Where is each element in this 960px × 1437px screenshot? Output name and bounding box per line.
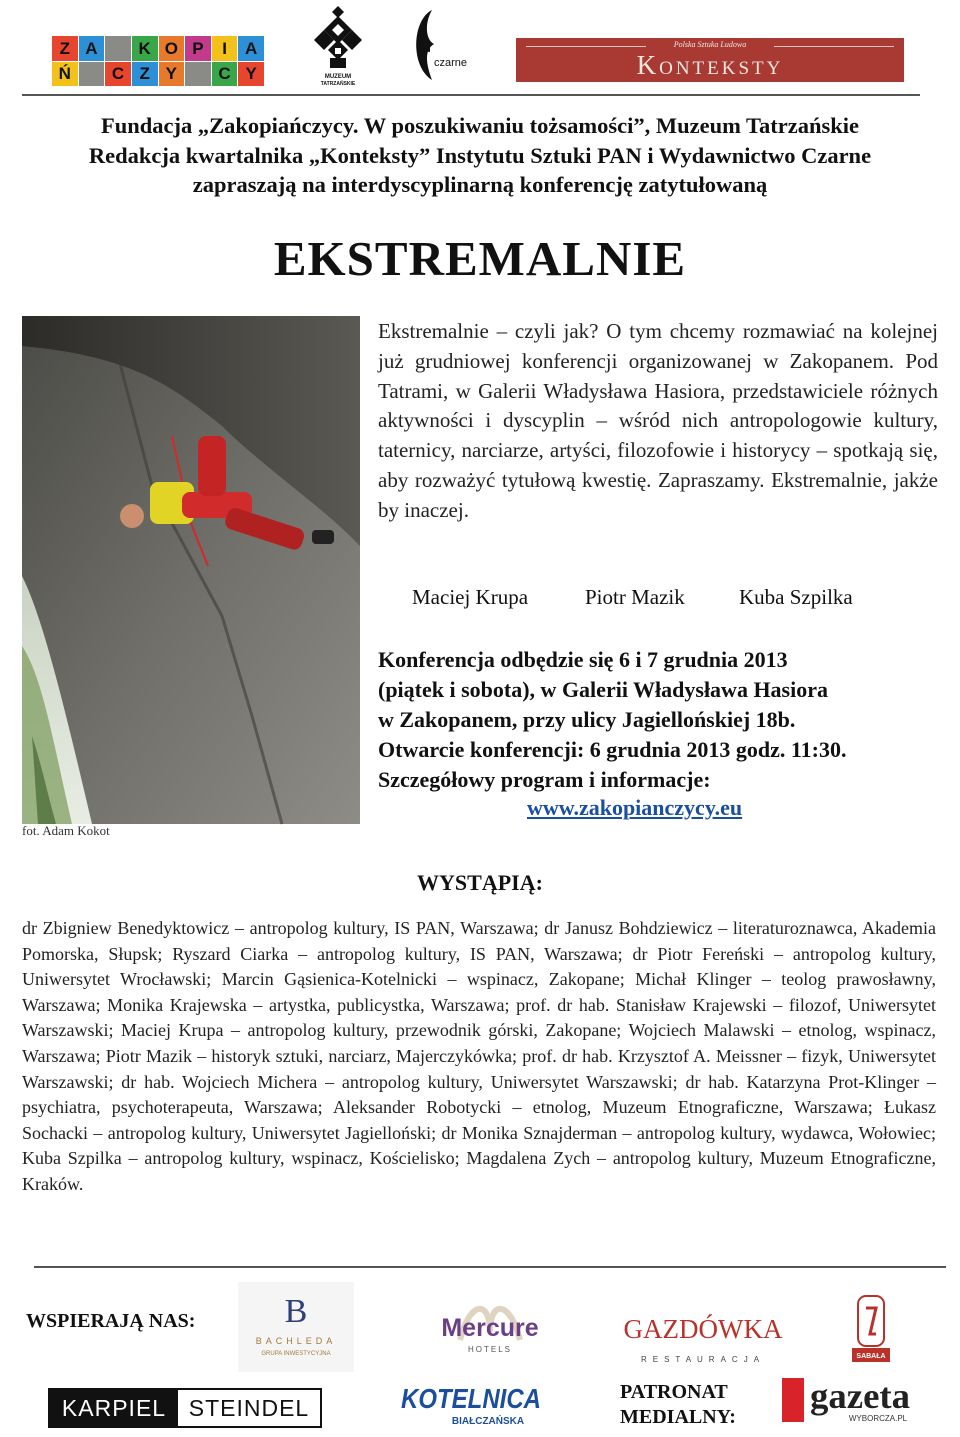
- conference-line: (piątek i sobota), w Galerii Władysława Hasiora: [378, 677, 828, 702]
- logo-letter: Ń: [52, 62, 78, 87]
- kotelnica-name: KOTELNICA: [401, 1383, 541, 1414]
- gazeta-name: gazeta: [810, 1376, 910, 1416]
- patronat-line: PATRONAT: [620, 1381, 728, 1403]
- gazdowka-logo: [620, 1290, 786, 1370]
- header-divider: [22, 94, 920, 96]
- logo-letter: Y: [238, 62, 264, 87]
- logo-photo-tile: [105, 36, 131, 61]
- kotelnica-sub: BIAŁCZAŃSKA: [451, 1416, 525, 1427]
- photo-credit: fot. Adam Kokot: [22, 823, 110, 838]
- logo-letter: A: [238, 36, 264, 61]
- conference-line: w Zakopanem, przy ulicy Jagiellońskiej 18b.: [378, 707, 796, 732]
- logo-letter: I: [212, 36, 238, 61]
- logo-photo-tile: [185, 62, 211, 87]
- logo-letter: A: [79, 36, 105, 61]
- bachleda-sub: GRUPA INWESTYCYJNA: [261, 1351, 331, 1357]
- intro-line: Fundacja „Zakopiańczycy. W poszukiwaniu tożsamości”, Muzeum Tatrzańskie: [100, 113, 859, 138]
- conference-line: Szczegółowy program i informacje:: [378, 767, 711, 792]
- intro-line: zapraszają na interdyscyplinarną konferencję zatytułowaną: [192, 172, 768, 197]
- bachleda-logo: [238, 1282, 354, 1372]
- gazeta-wyborcza-logo: [782, 1374, 912, 1426]
- organizer-name: Maciej Krupa: [412, 585, 529, 609]
- logo-letter: C: [105, 62, 131, 87]
- zakopianczycy-logo: [52, 36, 264, 86]
- logo-letter: Y: [159, 62, 185, 87]
- czarne-logo: [404, 6, 476, 84]
- mercure-sub: HOTELS: [467, 1345, 513, 1354]
- kotelnica-logo: [398, 1378, 544, 1428]
- conference-details: [378, 645, 958, 795]
- mercure-logo: [420, 1292, 560, 1362]
- patronat-line: MEDIALNY:: [620, 1406, 736, 1428]
- supporters-label: WSPIERAJĄ NAS:: [26, 1310, 196, 1332]
- muzeum-tatrzanskie-logo: [300, 4, 376, 88]
- media-patronage-label: [620, 1380, 736, 1430]
- czarne-logo-text: czarne: [434, 57, 468, 69]
- steindel-text: STEINDEL: [188, 1394, 310, 1421]
- speakers-list: dr Zbigniew Benedyktowicz – antropolog kultury, IS PAN, Warszawa; dr Janusz Bohdziewicz – literaturoznawca, Akademia Pomorska, Słupsk; Ryszard Ciarka – antropolog kultury, IS PAN, Warszawa; dr Piotr Fereński – antropolog kultury, Uniwersytet Wrocławski; Marcin Gąsienica-Kotelnicki – wspinacz, Zakopane; Michał Klinger – teolog prawosławny, Warszawa; Monika Krajewska – artystka, publicystka, Warszawa; prof. dr hab. Stanisław Krajewski – filozof, Uniwersytet Warszawski; Maciej Krupa – antropolog kultury, przewodnik górski, Zakopane; Wojciech Malawski – etnolog, wspinacz, Warszawa; Piotr Mazik – historyk sztuki, narciarz, Majerczykówka; prof. dr hab. Krzysztof A. Meissner – fizyk, Uniwersytet Warszawski; dr hab. Wojciech Michera – antropolog kultury, Uniwersytet Warszawski; dr hab. Katarzyna Prot-Klinger – psychiatra, psychoterapeuta, Warszawa; Aleksander Robotycki – etnolog, Muzeum Etnograficzne, Warszawa; Łukasz Sochacki – antropolog kultury, Uniwersytet Jagielloński; dr Monika Sznajderman – antropolog kultury, wydawca, Wołowiec; Kuba Szpilka – antropolog kultury, wspinacz, Kościelisko; Magdalena Zych – antropolog kultury, Muzeum Etnograficzne, Kraków.: [22, 918, 936, 1194]
- organizer-name: Piotr Mazik: [585, 585, 685, 609]
- svg-text:TATRZAŃSKIE: TATRZAŃSKIE: [320, 81, 356, 87]
- intro-text: [22, 111, 938, 200]
- sabala-name: SABAŁA: [856, 1353, 886, 1360]
- logo-letter: P: [185, 36, 211, 61]
- logo-photo-tile: [79, 62, 105, 87]
- karpiel-steindel-logo: [48, 1388, 322, 1428]
- footer-divider: [34, 1266, 946, 1268]
- conference-line: Otwarcie konferencji: 6 grudnia 2013 godz. 11:30.: [378, 737, 847, 762]
- konteksty-subtitle: Polska Sztuka Ludowa: [673, 40, 747, 49]
- gazdowka-sub: RESTAURACJA: [640, 1355, 766, 1364]
- bachleda-mark: B: [284, 1293, 308, 1330]
- logo-letter: Z: [52, 36, 78, 61]
- karpiel-text: KARPIEL: [50, 1390, 178, 1426]
- logo-letter: O: [159, 36, 185, 61]
- divider: [526, 46, 646, 47]
- logo-letter: C: [212, 62, 238, 87]
- conference-line: Konferencja odbędzie się 6 i 7 grudnia 2013: [378, 647, 788, 672]
- page-title: EKSTREMALNIE: [273, 231, 687, 286]
- organizer-name: Kuba Szpilka: [739, 585, 853, 609]
- gazeta-sub: WYBORCZA.PL: [848, 1414, 908, 1423]
- sabala-logo: [846, 1290, 896, 1368]
- mercure-name: Mercure: [441, 1314, 539, 1342]
- intro-line: Redakcja kwartalnika „Konteksty” Instytutu Sztuki PAN i Wydawnictwo Czarne: [88, 142, 872, 168]
- muzeum-logo-text: MUZEUM: [324, 74, 352, 80]
- konteksty-title: Konteksty: [636, 50, 784, 80]
- konteksty-logo: [516, 38, 904, 82]
- climber-photo: [22, 316, 360, 824]
- logo-letter: Z: [132, 62, 158, 87]
- divider: [774, 46, 894, 47]
- website-link[interactable]: www.zakopianczycy.eu: [527, 795, 743, 820]
- gazdowka-name: GAZDÓWKA: [623, 1314, 783, 1344]
- conference-description: Ekstremalnie – czyli jak? O tym chcemy rozmawiać na kolejnej już grudniowej konferencji organizowanej w Zakopanem. Pod Tatrami, w Galerii Władysława Hasiora, przedstawiciele różnych aktywności i dyscyplin – wśród nich antropologowie kultury, taternicy, narciarze, artyści, filozofowie i historycy – spotkają się, aby rozważyć tytułową kwestię. Zapraszamy. Ekstremalnie, jakże by inaczej.: [378, 319, 938, 522]
- logo-letter: K: [132, 36, 158, 61]
- speakers-heading: WYSTĄPIĄ:: [417, 870, 543, 895]
- bachleda-name: BACHLEDA: [255, 1336, 337, 1346]
